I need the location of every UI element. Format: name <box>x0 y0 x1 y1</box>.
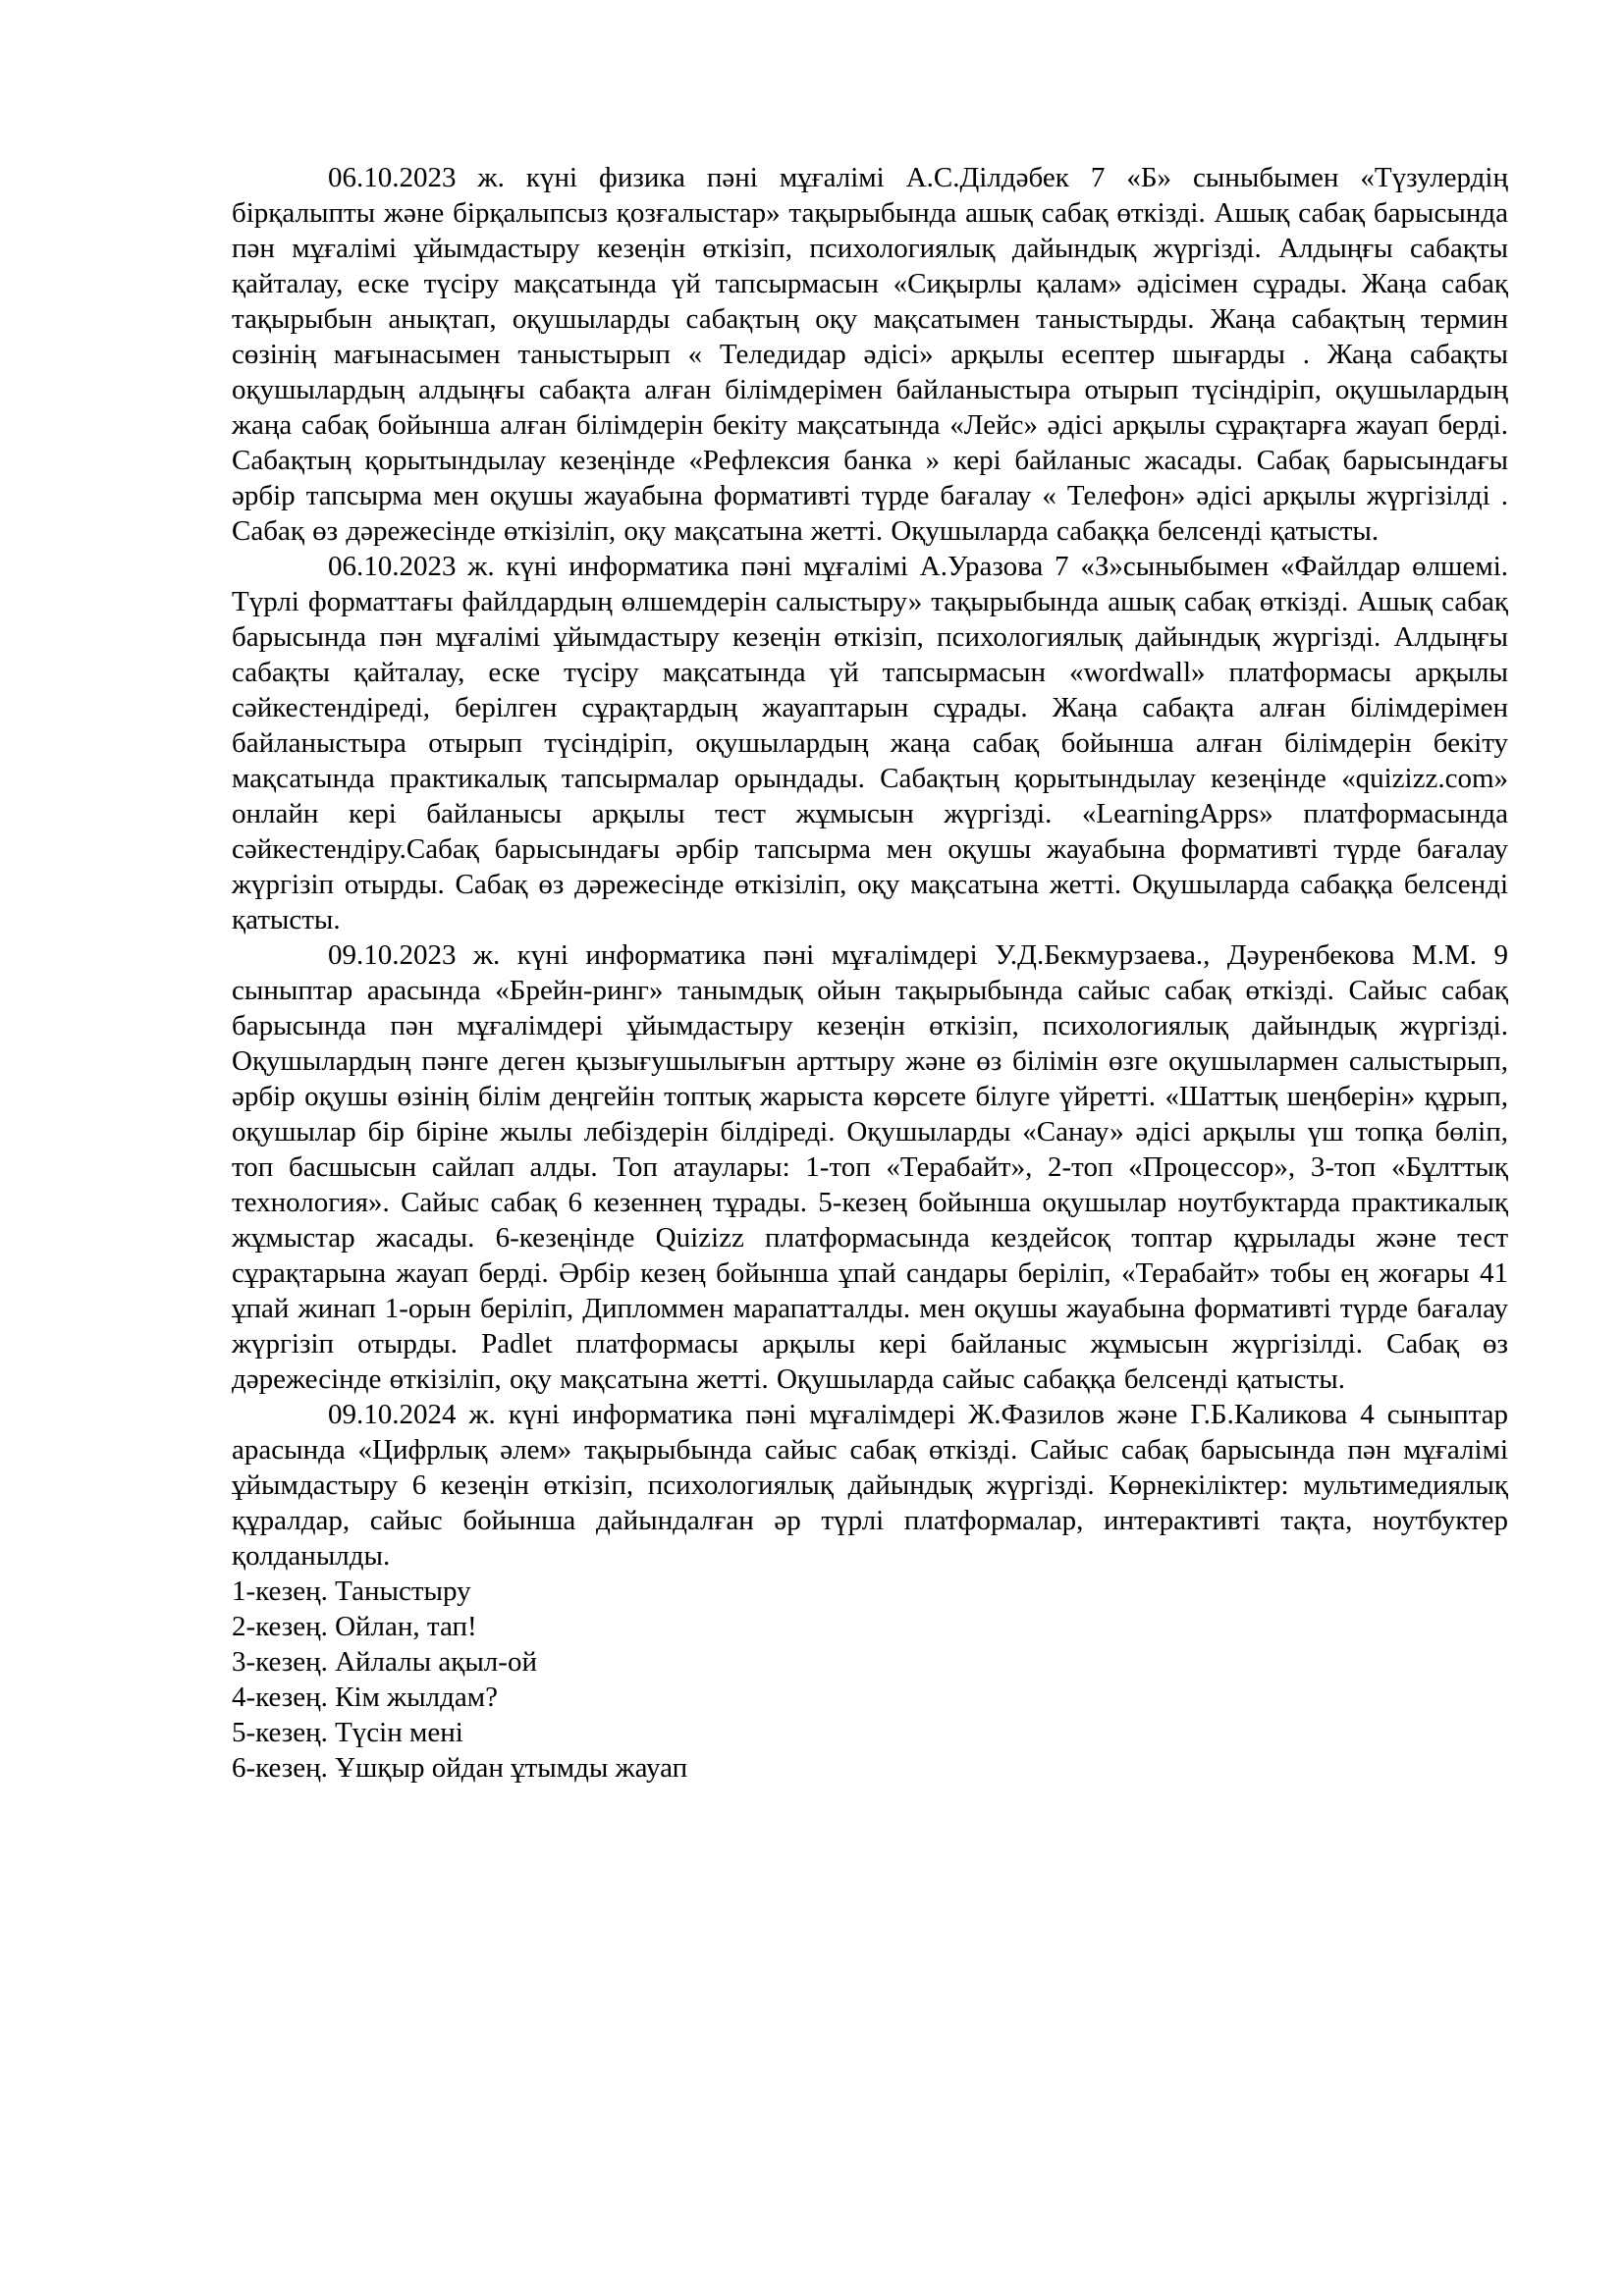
stage-list <box>232 1574 1508 1786</box>
stage-list-item-6: 6-кезең. Ұшқыр ойдан ұтымды жауап <box>232 1752 688 1784</box>
report-paragraph-brain-ring-contest: 09.10.2023 ж. күні информатика пәні мұғалімдері У.Д.Бекмурзаева., Дәуренбекова М.М. 9 сыныптар арасында «Брейн-ринг» танымдық ойын тақырыбында сайыс сабақ өткізді. Сайыс сабақ барысында пән мұғалімдері ұйымдастыру кезеңін өткізіп, психологиялық дайындық жүргізді. Оқушылардың пәнге деген қызығушылығын арттыру және өз білімін өзге оқушылармен салыстырып, әрбір оқушы өзінің білім деңгейін топтық жарыста көрсете білуге үйретті. «Шаттық шеңберін» құрып, оқушылар бір біріне жылы лебіздерін білдіреді. Оқушыларды «Санау» әдісі арқылы үш топқа бөліп, топ басшысын сайлап алды. Топ атаулары: 1-топ «Терабайт», 2-топ «Процессор», 3-топ «Бұлттық технология». Сайыс сабақ 6 кезеннең тұрады. 5-кезең бойынша оқушылар ноутбуктарда практикалық жұмыстар жасады. 6-кезеңінде Quizizz платформасында кездейсоқ топтар құрылады және тест сұрақтарына жауап берді. Әрбір кезең бойынша ұпай сандары беріліп, «Терабайт» тобы ең жоғары 41 ұпай жинап 1-орын беріліп, Дипломмен марапатталды. мен оқушы жауабына формативті түрде бағалау жүргізіп отырды. Padlet платформасы арқылы кері байланыс жұмысын жүргізілді. Сабақ өз дәрежесінде өткізіліп, оқу мақсатына жетті. Оқушыларда сайыс сабаққа белсенді қатысты. <box>232 939 1508 1395</box>
stage-list-item-1: 1-кезең. Таныстыру <box>232 1575 471 1607</box>
stage-list-item-5: 5-кезең. Түсін мені <box>232 1717 463 1748</box>
stage-list-item-4: 4-кезең. Кім жылдам? <box>232 1682 498 1713</box>
stage-list-item-3: 3-кезең. Айлалы ақыл-ой <box>232 1646 537 1678</box>
report-paragraph-physics-open-lesson: 06.10.2023 ж. күні физика пәні мұғалімі А.С.Ділдәбек 7 «Б» сыныбымен «Түзулердің бірқалыпты және бірқалыпсыз қозғалыстар» тақырыбында ашық сабақ өткізді. Ашық сабақ барысында пән мұғалімі ұйымдастыру кезеңін өткізіп, психологиялық дайындық жүргізді. Алдыңғы сабақты қайталау, еске түсіру мақсатында үй тапсырмасын «Сиқырлы қалам» әдісімен сұрады. Жаңа сабақ тақырыбын анықтап, оқушыларды сабақтың оқу мақсатымен таныстырды. Жаңа сабақтың термин сөзінің мағынасымен таныстырып « Теледидар әдісі» арқылы есептер шығарды . Жаңа сабақты оқушылардың алдыңғы сабақта алған білімдерімен байланыстыра отырып түсіндіріп, оқушылардың жаңа сабақ бойынша алған білімдерін бекіту мақсатында «Лейс» әдісі арқылы сұрақтарға жауап берді. Сабақтың қорытындылау кезеңінде «Рефлексия банка » кері байланыс жасады. Сабақ барысындағы әрбір тапсырма мен оқушы жауабына формативті түрде бағалау « Телефон» әдісі арқылы жүргізілді . Сабақ өз дәрежесінде өткізіліп, оқу мақсатына жетті. Оқушыларда сабаққа белсенді қатысты. <box>232 162 1508 547</box>
report-paragraph-digital-world-contest: 09.10.2024 ж. күні информатика пәні мұғалімдері Ж.Фазилов және Г.Б.Каликова 4 сыныптар арасында «Цифрлық әлем» тақырыбында сайыс сабақ өткізді. Сайыс сабақ барысында пән мұғалімі ұйымдастыру 6 кезеңін өткізіп, психологиялық дайындық жүргізді. Көрнекіліктер: мультимедиялық құралдар, сайыс бойынша дайындалған әр түрлі платформалар, интерактивті тақта, ноутбуктер қолданылды. <box>232 1399 1508 1572</box>
page-content <box>232 160 1508 1786</box>
stage-list-item-2: 2-кезең. Ойлан, тап! <box>232 1611 477 1642</box>
report-paragraph-informatics-open-lesson: 06.10.2023 ж. күні информатика пәні мұғалімі А.Уразова 7 «З»сыныбымен «Файлдар өлшемі. Түрлі форматтағы файлдардың өлшемдерін салыстыру» тақырыбында ашық сабақ өткізді. Ашық сабақ барысында пән мұғалімі ұйымдастыру кезеңін өткізіп, психологиялық дайындық жүргізді. Алдыңғы сабақты қайталау, еске түсіру мақсатында үй тапсырмасын «wordwall» платформасы арқылы сәйкестендіреді, берілген сұрақтардың жауаптарын сұрады. Жаңа сабақта алған білімдерімен байланыстыра отырып түсіндіріп, оқушылардың жаңа сабақ бойынша алған білімдерін бекіту мақсатында практикалық тапсырмалар орындады. Сабақтың қорытындылау кезеңінде «quizizz.com» онлайн кері байланысы арқылы тест жұмысын жүргізді. «LearningApps» платформасында сәйкестендіру.Сабақ барысындағы әрбір тапсырма мен оқушы жауабына формативті түрде бағалау жүргізіп отырды. Сабақ өз дәрежесінде өткізіліп, оқу мақсатына жетті. Оқушыларда сабаққа белсенді қатысты. <box>232 551 1508 935</box>
